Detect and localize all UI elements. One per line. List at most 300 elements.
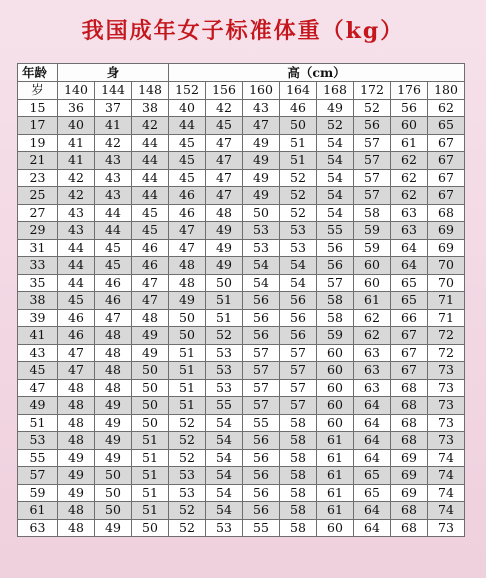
- weight-cell: 49: [206, 239, 243, 257]
- height-header-label: 高（cm）: [169, 64, 465, 82]
- weight-cell: 62: [428, 99, 465, 117]
- age-cell: 51: [18, 414, 58, 432]
- weight-cell: 57: [280, 362, 317, 380]
- weight-cell: 56: [280, 309, 317, 327]
- weight-cell: 37: [95, 99, 132, 117]
- weight-cell: 44: [58, 257, 95, 275]
- weight-cell: 58: [280, 432, 317, 450]
- weight-cell: 66: [391, 309, 428, 327]
- age-unit-label: 岁: [18, 82, 58, 100]
- age-cell: 17: [18, 117, 58, 135]
- age-cell: 61: [18, 502, 58, 520]
- weight-cell: 49: [243, 152, 280, 170]
- weight-cell: 64: [354, 502, 391, 520]
- weight-cell: 49: [58, 467, 95, 485]
- weight-cell: 51: [169, 362, 206, 380]
- weight-cell: 73: [428, 519, 465, 537]
- weight-cell: 44: [95, 204, 132, 222]
- weight-cell: 47: [169, 239, 206, 257]
- weight-cell: 53: [243, 222, 280, 240]
- weight-cell: 54: [317, 134, 354, 152]
- weight-cell: 58: [280, 519, 317, 537]
- weight-cell: 65: [428, 117, 465, 135]
- weight-cell: 36: [58, 99, 95, 117]
- weight-cell: 59: [354, 222, 391, 240]
- weight-cell: 70: [428, 274, 465, 292]
- height-header-cell: 144: [95, 82, 132, 100]
- table-row: [18, 467, 465, 485]
- weight-cell: 56: [354, 117, 391, 135]
- weight-cell: 61: [317, 467, 354, 485]
- weight-cell: 68: [391, 519, 428, 537]
- weight-cell: 59: [317, 327, 354, 345]
- weight-cell: 57: [243, 397, 280, 415]
- weight-cell: 73: [428, 397, 465, 415]
- weight-cell: 62: [354, 327, 391, 345]
- table-row: [18, 117, 465, 135]
- table-row: [18, 414, 465, 432]
- weight-cell: 51: [132, 502, 169, 520]
- weight-cell: 48: [58, 414, 95, 432]
- weight-cell: 51: [132, 449, 169, 467]
- weight-cell: 52: [280, 187, 317, 205]
- weight-cell: 45: [206, 117, 243, 135]
- table-row: [18, 432, 465, 450]
- weight-cell: 60: [317, 397, 354, 415]
- page-title: 我国成年女子标准体重（kg）: [81, 18, 405, 44]
- table-row: [18, 222, 465, 240]
- weight-cell: 46: [95, 292, 132, 310]
- weight-cell: 47: [206, 187, 243, 205]
- weight-cell: 46: [95, 274, 132, 292]
- table-row: [18, 292, 465, 310]
- weight-cell: 62: [391, 169, 428, 187]
- age-cell: 41: [18, 327, 58, 345]
- table-row: [18, 519, 465, 537]
- weight-cell: 45: [169, 134, 206, 152]
- table-row: [18, 152, 465, 170]
- weight-cell: 48: [169, 257, 206, 275]
- weight-cell: 45: [95, 239, 132, 257]
- weight-cell: 65: [391, 292, 428, 310]
- weight-cell: 61: [317, 449, 354, 467]
- weight-cell: 51: [169, 379, 206, 397]
- weight-cell: 50: [243, 204, 280, 222]
- weight-cell: 54: [206, 502, 243, 520]
- weight-cell: 54: [206, 467, 243, 485]
- weight-cell: 62: [391, 187, 428, 205]
- weight-cell: 52: [169, 502, 206, 520]
- weight-cell: 53: [169, 467, 206, 485]
- weight-cell: 67: [428, 169, 465, 187]
- height-header-cell: 152: [169, 82, 206, 100]
- weight-cell: 53: [206, 362, 243, 380]
- weight-cell: 64: [354, 449, 391, 467]
- age-cell: 33: [18, 257, 58, 275]
- weight-cell: 50: [132, 397, 169, 415]
- weight-cell: 56: [243, 449, 280, 467]
- age-cell: 31: [18, 239, 58, 257]
- weight-cell: 43: [58, 222, 95, 240]
- weight-cell: 47: [58, 344, 95, 362]
- weight-cell: 49: [95, 449, 132, 467]
- weight-cell: 42: [58, 169, 95, 187]
- age-cell: 25: [18, 187, 58, 205]
- weight-cell: 49: [206, 257, 243, 275]
- weight-cell: 50: [132, 414, 169, 432]
- weight-cell: 68: [391, 432, 428, 450]
- weight-cell: 68: [391, 414, 428, 432]
- weight-cell: 57: [243, 362, 280, 380]
- weight-cell: 45: [169, 152, 206, 170]
- age-cell: 21: [18, 152, 58, 170]
- age-cell: 35: [18, 274, 58, 292]
- weight-cell: 56: [317, 239, 354, 257]
- height-header-cell: 148: [132, 82, 169, 100]
- header-row-heights: [18, 82, 465, 100]
- age-cell: 47: [18, 379, 58, 397]
- weight-cell: 55: [317, 222, 354, 240]
- weight-cell: 73: [428, 379, 465, 397]
- age-header-label: 年龄: [18, 64, 58, 82]
- weight-cell: 53: [280, 239, 317, 257]
- weight-cell: 60: [317, 414, 354, 432]
- weight-cell: 64: [354, 519, 391, 537]
- weight-cell: 49: [95, 432, 132, 450]
- table-row: [18, 502, 465, 520]
- weight-cell: 57: [317, 274, 354, 292]
- weight-cell: 51: [169, 344, 206, 362]
- weight-cell: 49: [206, 222, 243, 240]
- weight-cell: 54: [243, 257, 280, 275]
- weight-cell: 51: [280, 152, 317, 170]
- weight-cell: 56: [280, 292, 317, 310]
- table-row: [18, 449, 465, 467]
- weight-cell: 45: [58, 292, 95, 310]
- weight-cell: 41: [58, 134, 95, 152]
- weight-cell: 72: [428, 327, 465, 345]
- weight-cell: 56: [243, 502, 280, 520]
- weight-cell: 47: [132, 274, 169, 292]
- weight-cell: 49: [317, 99, 354, 117]
- weight-cell: 50: [132, 519, 169, 537]
- weight-cell: 42: [58, 187, 95, 205]
- weight-cell: 64: [391, 239, 428, 257]
- weight-cell: 52: [169, 414, 206, 432]
- age-cell: 55: [18, 449, 58, 467]
- age-cell: 19: [18, 134, 58, 152]
- weight-cell: 52: [169, 519, 206, 537]
- weight-cell: 48: [169, 274, 206, 292]
- weight-cell: 65: [354, 484, 391, 502]
- weight-cell: 46: [169, 187, 206, 205]
- weight-cell: 58: [317, 309, 354, 327]
- weight-cell: 49: [58, 484, 95, 502]
- weight-cell: 58: [354, 204, 391, 222]
- weight-cell: 63: [391, 222, 428, 240]
- weight-cell: 54: [206, 414, 243, 432]
- weight-cell: 52: [169, 432, 206, 450]
- weight-cell: 54: [317, 204, 354, 222]
- age-cell: 57: [18, 467, 58, 485]
- weight-cell: 44: [132, 187, 169, 205]
- table-row: [18, 169, 465, 187]
- height-header-cell: 164: [280, 82, 317, 100]
- weight-cell: 52: [280, 204, 317, 222]
- weight-cell: 64: [354, 414, 391, 432]
- table-row: [18, 327, 465, 345]
- weight-cell: 67: [428, 134, 465, 152]
- weight-cell: 52: [206, 327, 243, 345]
- weight-cell: 71: [428, 292, 465, 310]
- weight-cell: 67: [428, 187, 465, 205]
- weight-cell: 40: [58, 117, 95, 135]
- weight-cell: 60: [317, 362, 354, 380]
- weight-cell: 49: [95, 519, 132, 537]
- weight-cell: 57: [354, 169, 391, 187]
- weight-cell: 69: [391, 484, 428, 502]
- weight-cell: 51: [169, 397, 206, 415]
- weight-cell: 47: [206, 169, 243, 187]
- weight-cell: 56: [243, 484, 280, 502]
- height-header-cell: 176: [391, 82, 428, 100]
- weight-cell: 43: [58, 204, 95, 222]
- table-row: [18, 397, 465, 415]
- weight-cell: 64: [354, 397, 391, 415]
- weight-cell: 50: [95, 467, 132, 485]
- weight-cell: 49: [132, 344, 169, 362]
- weight-cell: 43: [95, 169, 132, 187]
- weight-cell: 73: [428, 362, 465, 380]
- weight-cell: 48: [58, 379, 95, 397]
- weight-cell: 54: [206, 484, 243, 502]
- weight-cell: 49: [95, 414, 132, 432]
- weight-cell: 44: [95, 222, 132, 240]
- table-row: [18, 257, 465, 275]
- weight-cell: 67: [391, 327, 428, 345]
- weight-cell: 49: [132, 327, 169, 345]
- weight-cell: 51: [280, 134, 317, 152]
- weight-cell: 50: [95, 484, 132, 502]
- weight-cell: 44: [169, 117, 206, 135]
- weight-cell: 49: [169, 292, 206, 310]
- weight-cell: 74: [428, 449, 465, 467]
- weight-cell: 61: [317, 484, 354, 502]
- age-cell: 45: [18, 362, 58, 380]
- weight-cell: 48: [58, 519, 95, 537]
- weight-cell: 53: [206, 379, 243, 397]
- weight-cell: 61: [391, 134, 428, 152]
- weight-cell: 52: [354, 99, 391, 117]
- weight-cell: 44: [132, 169, 169, 187]
- height-header-cell: 156: [206, 82, 243, 100]
- weight-cell: 47: [58, 362, 95, 380]
- weight-cell: 50: [206, 274, 243, 292]
- weight-cell: 54: [206, 432, 243, 450]
- weight-cell: 46: [58, 309, 95, 327]
- weight-cell: 64: [391, 257, 428, 275]
- weight-cell: 47: [243, 117, 280, 135]
- weight-cell: 47: [206, 134, 243, 152]
- weight-cell: 54: [280, 274, 317, 292]
- weight-cell: 42: [132, 117, 169, 135]
- weight-cell: 74: [428, 467, 465, 485]
- weight-cell: 70: [428, 257, 465, 275]
- weight-cell: 41: [58, 152, 95, 170]
- weight-cell: 56: [243, 292, 280, 310]
- weight-cell: 46: [280, 99, 317, 117]
- weight-cell: 57: [280, 397, 317, 415]
- weight-cell: 61: [317, 502, 354, 520]
- weight-cell: 60: [317, 519, 354, 537]
- weight-cell: 67: [391, 362, 428, 380]
- height-header-cell: 160: [243, 82, 280, 100]
- weight-cell: 56: [243, 327, 280, 345]
- weight-cell: 57: [243, 344, 280, 362]
- weight-cell: 63: [354, 379, 391, 397]
- weight-cell: 73: [428, 432, 465, 450]
- weight-cell: 63: [391, 204, 428, 222]
- weight-cell: 50: [95, 502, 132, 520]
- table-row: [18, 484, 465, 502]
- weight-cell: 46: [132, 239, 169, 257]
- weight-cell: 54: [206, 449, 243, 467]
- weight-cell: 53: [243, 239, 280, 257]
- weight-cell: 45: [169, 169, 206, 187]
- weight-cell: 68: [428, 204, 465, 222]
- weight-cell: 60: [354, 274, 391, 292]
- weight-cell: 54: [317, 152, 354, 170]
- weight-cell: 56: [391, 99, 428, 117]
- table-row: [18, 379, 465, 397]
- weight-cell: 48: [95, 344, 132, 362]
- weight-cell: 64: [354, 432, 391, 450]
- weight-cell: 44: [58, 239, 95, 257]
- weight-cell: 56: [243, 467, 280, 485]
- weight-cell: 67: [428, 152, 465, 170]
- weight-cell: 58: [280, 467, 317, 485]
- age-cell: 53: [18, 432, 58, 450]
- table-row: [18, 274, 465, 292]
- weight-cell: 57: [354, 187, 391, 205]
- age-cell: 27: [18, 204, 58, 222]
- weight-cell: 74: [428, 484, 465, 502]
- weight-cell: 49: [243, 187, 280, 205]
- weight-cell: 46: [58, 327, 95, 345]
- weight-cell: 43: [95, 187, 132, 205]
- weight-cell: 74: [428, 502, 465, 520]
- weight-cell: 52: [317, 117, 354, 135]
- weight-cell: 69: [428, 239, 465, 257]
- age-cell: 39: [18, 309, 58, 327]
- weight-cell: 61: [354, 292, 391, 310]
- weight-cell: 61: [317, 432, 354, 450]
- weight-cell: 53: [206, 519, 243, 537]
- weight-cell: 41: [95, 117, 132, 135]
- table-row: [18, 99, 465, 117]
- weight-cell: 57: [243, 379, 280, 397]
- weight-cell: 59: [354, 239, 391, 257]
- table-row: [18, 362, 465, 380]
- weight-cell: 50: [169, 309, 206, 327]
- weight-cell: 50: [169, 327, 206, 345]
- weight-cell: 54: [243, 274, 280, 292]
- weight-cell: 49: [58, 449, 95, 467]
- weight-cell: 73: [428, 414, 465, 432]
- weight-cell: 49: [243, 134, 280, 152]
- weight-cell: 42: [206, 99, 243, 117]
- weight-cell: 57: [354, 134, 391, 152]
- height-header-cell: 172: [354, 82, 391, 100]
- weight-cell: 48: [95, 379, 132, 397]
- weight-cell: 54: [317, 169, 354, 187]
- age-cell: 38: [18, 292, 58, 310]
- table-row: [18, 187, 465, 205]
- weight-cell: 60: [317, 344, 354, 362]
- age-cell: 29: [18, 222, 58, 240]
- weight-cell: 69: [391, 467, 428, 485]
- weight-cell: 54: [317, 187, 354, 205]
- weight-cell: 55: [243, 519, 280, 537]
- weight-cell: 68: [391, 502, 428, 520]
- weight-cell: 55: [243, 414, 280, 432]
- weight-cell: 52: [169, 449, 206, 467]
- age-cell: 23: [18, 169, 58, 187]
- weight-cell: 57: [280, 379, 317, 397]
- weight-cell: 56: [317, 257, 354, 275]
- weight-cell: 51: [206, 309, 243, 327]
- weight-cell: 47: [169, 222, 206, 240]
- weight-cell: 45: [132, 222, 169, 240]
- table-row: [18, 204, 465, 222]
- weight-cell: 50: [132, 362, 169, 380]
- weight-cell: 56: [280, 327, 317, 345]
- weight-cell: 57: [354, 152, 391, 170]
- weight-cell: 51: [132, 484, 169, 502]
- age-cell: 49: [18, 397, 58, 415]
- weight-cell: 48: [58, 432, 95, 450]
- weight-cell: 44: [58, 274, 95, 292]
- height-header-cell: 140: [58, 82, 95, 100]
- weight-cell: 53: [206, 344, 243, 362]
- body-header-label: 身: [58, 64, 169, 82]
- weight-cell: 56: [243, 309, 280, 327]
- weight-cell: 48: [95, 362, 132, 380]
- weight-cell: 47: [95, 309, 132, 327]
- weight-cell: 44: [132, 152, 169, 170]
- weight-cell: 58: [317, 292, 354, 310]
- weight-cell: 68: [391, 379, 428, 397]
- weight-cell: 60: [354, 257, 391, 275]
- weight-cell: 47: [132, 292, 169, 310]
- weight-cell: 38: [132, 99, 169, 117]
- weight-cell: 65: [391, 274, 428, 292]
- age-cell: 43: [18, 344, 58, 362]
- weight-cell: 58: [280, 484, 317, 502]
- weight-cell: 48: [132, 309, 169, 327]
- weight-cell: 58: [280, 502, 317, 520]
- weight-cell: 62: [354, 309, 391, 327]
- weight-cell: 67: [391, 344, 428, 362]
- table-row: [18, 309, 465, 327]
- weight-cell: 48: [95, 327, 132, 345]
- weight-cell: 69: [391, 449, 428, 467]
- weight-cell: 50: [280, 117, 317, 135]
- age-cell: 15: [18, 99, 58, 117]
- weight-cell: 44: [132, 134, 169, 152]
- weight-cell: 65: [354, 467, 391, 485]
- weight-cell: 45: [132, 204, 169, 222]
